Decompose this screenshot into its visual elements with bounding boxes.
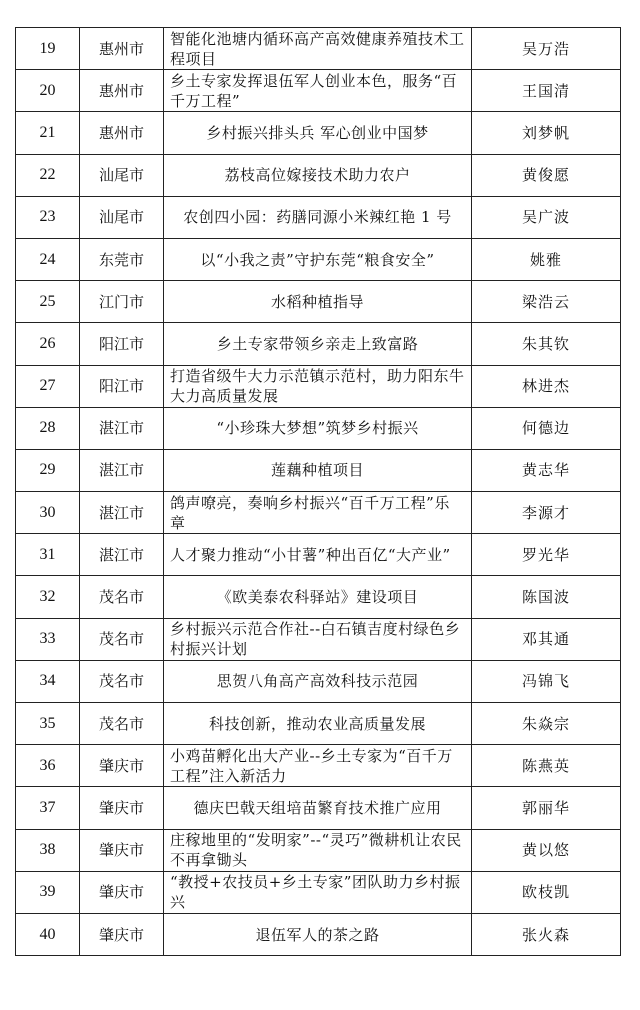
table-row xyxy=(16,196,621,238)
row-number: 32 xyxy=(16,576,80,618)
city-cell: 肇庆市 xyxy=(80,871,164,913)
project-title-cell: “教授+农技员+乡土专家”团队助力乡村振兴 xyxy=(164,871,472,913)
person-name-cell: 吴广波 xyxy=(472,196,621,238)
document-page xyxy=(15,27,620,956)
row-number: 27 xyxy=(16,365,80,407)
row-number: 24 xyxy=(16,238,80,280)
person-name-cell: 郭丽华 xyxy=(472,787,621,829)
person-name-cell: 李源才 xyxy=(472,492,621,534)
person-name-cell: 朱焱宗 xyxy=(472,703,621,745)
person-name-cell: 王国清 xyxy=(472,70,621,112)
row-number: 28 xyxy=(16,407,80,449)
person-name-cell: 黄志华 xyxy=(472,449,621,491)
project-title-cell: 农创四小园：药膳同源小米辣红艳 1 号 xyxy=(164,196,472,238)
person-name-cell: 刘梦帆 xyxy=(472,112,621,154)
table-row xyxy=(16,576,621,618)
city-cell: 惠州市 xyxy=(80,112,164,154)
table-row xyxy=(16,703,621,745)
person-name-cell: 张火森 xyxy=(472,913,621,955)
city-cell: 东莞市 xyxy=(80,238,164,280)
project-title-cell: 乡土专家带领乡亲走上致富路 xyxy=(164,323,472,365)
person-name-cell: 罗光华 xyxy=(472,534,621,576)
row-number: 29 xyxy=(16,449,80,491)
project-title-cell: 《欧美泰农科驿站》建设项目 xyxy=(164,576,472,618)
row-number: 35 xyxy=(16,703,80,745)
person-name-cell: 邓其通 xyxy=(472,618,621,660)
person-name-cell: 何德边 xyxy=(472,407,621,449)
person-name-cell: 陈燕英 xyxy=(472,745,621,787)
city-cell: 汕尾市 xyxy=(80,154,164,196)
row-number: 37 xyxy=(16,787,80,829)
project-title-cell: 乡村振兴示范合作社--白石镇吉度村绿色乡村振兴计划 xyxy=(164,618,472,660)
city-cell: 肇庆市 xyxy=(80,913,164,955)
table-row xyxy=(16,323,621,365)
table-row xyxy=(16,449,621,491)
city-cell: 惠州市 xyxy=(80,70,164,112)
project-title-cell: 水稻种植指导 xyxy=(164,281,472,323)
table-row xyxy=(16,365,621,407)
person-name-cell: 姚雅 xyxy=(472,238,621,280)
project-title-cell: 退伍军人的茶之路 xyxy=(164,913,472,955)
row-number: 31 xyxy=(16,534,80,576)
table-row xyxy=(16,829,621,871)
row-number: 34 xyxy=(16,660,80,702)
project-title-cell: 庄稼地里的“发明家”--“灵巧”微耕机让农民不再拿锄头 xyxy=(164,829,472,871)
table-row xyxy=(16,871,621,913)
person-name-cell: 欧枝凯 xyxy=(472,871,621,913)
row-number: 22 xyxy=(16,154,80,196)
table-row xyxy=(16,28,621,70)
city-cell: 惠州市 xyxy=(80,28,164,70)
row-number: 30 xyxy=(16,492,80,534)
city-cell: 阳江市 xyxy=(80,323,164,365)
city-cell: 湛江市 xyxy=(80,492,164,534)
person-name-cell: 黄俊愿 xyxy=(472,154,621,196)
row-number: 40 xyxy=(16,913,80,955)
row-number: 20 xyxy=(16,70,80,112)
project-title-cell: 人才聚力推动“小甘薯”种出百亿“大产业” xyxy=(164,534,472,576)
city-cell: 肇庆市 xyxy=(80,829,164,871)
project-title-cell: 乡土专家发挥退伍军人创业本色，服务“百千万工程” xyxy=(164,70,472,112)
person-name-cell: 吴万浩 xyxy=(472,28,621,70)
project-title-cell: 科技创新，推动农业高质量发展 xyxy=(164,703,472,745)
row-number: 25 xyxy=(16,281,80,323)
city-cell: 阳江市 xyxy=(80,365,164,407)
table-row xyxy=(16,112,621,154)
project-title-cell: 思贺八角高产高效科技示范园 xyxy=(164,660,472,702)
row-number: 36 xyxy=(16,745,80,787)
table-row xyxy=(16,745,621,787)
table-row xyxy=(16,154,621,196)
city-cell: 汕尾市 xyxy=(80,196,164,238)
project-title-cell: “小珍珠大梦想”筑梦乡村振兴 xyxy=(164,407,472,449)
project-title-cell: 智能化池塘内循环高产高效健康养殖技术工程项目 xyxy=(164,28,472,70)
table-row xyxy=(16,407,621,449)
table-row xyxy=(16,534,621,576)
table-row xyxy=(16,660,621,702)
city-cell: 湛江市 xyxy=(80,534,164,576)
project-title-cell: 德庆巴戟天组培苗繁育技术推广应用 xyxy=(164,787,472,829)
city-cell: 茂名市 xyxy=(80,703,164,745)
project-table xyxy=(15,27,621,956)
project-title-cell: 小鸡苗孵化出大产业--乡土专家为“百千万工程”注入新活力 xyxy=(164,745,472,787)
project-title-cell: 荔枝高位嫁接技术助力农户 xyxy=(164,154,472,196)
project-title-cell: 乡村振兴排头兵 军心创业中国梦 xyxy=(164,112,472,154)
project-title-cell: 莲藕种植项目 xyxy=(164,449,472,491)
city-cell: 肇庆市 xyxy=(80,745,164,787)
row-number: 23 xyxy=(16,196,80,238)
person-name-cell: 梁浩云 xyxy=(472,281,621,323)
row-number: 38 xyxy=(16,829,80,871)
row-number: 33 xyxy=(16,618,80,660)
table-row xyxy=(16,913,621,955)
person-name-cell: 冯锦飞 xyxy=(472,660,621,702)
table-row xyxy=(16,618,621,660)
city-cell: 茂名市 xyxy=(80,618,164,660)
city-cell: 湛江市 xyxy=(80,407,164,449)
city-cell: 湛江市 xyxy=(80,449,164,491)
person-name-cell: 黄以悠 xyxy=(472,829,621,871)
table-row xyxy=(16,238,621,280)
project-title-cell: 以“小我之责”守护东莞“粮食安全” xyxy=(164,238,472,280)
project-title-cell: 打造省级牛大力示范镇示范村，助力阳东牛大力高质量发展 xyxy=(164,365,472,407)
row-number: 39 xyxy=(16,871,80,913)
row-number: 21 xyxy=(16,112,80,154)
city-cell: 肇庆市 xyxy=(80,787,164,829)
project-title-cell: 鸽声嘹亮，奏响乡村振兴“百千万工程”乐章 xyxy=(164,492,472,534)
row-number: 19 xyxy=(16,28,80,70)
table-row xyxy=(16,281,621,323)
city-cell: 茂名市 xyxy=(80,660,164,702)
person-name-cell: 林进杰 xyxy=(472,365,621,407)
row-number: 26 xyxy=(16,323,80,365)
project-table-body xyxy=(16,28,621,956)
table-row xyxy=(16,787,621,829)
table-row xyxy=(16,70,621,112)
city-cell: 江门市 xyxy=(80,281,164,323)
person-name-cell: 朱其钦 xyxy=(472,323,621,365)
person-name-cell: 陈国波 xyxy=(472,576,621,618)
city-cell: 茂名市 xyxy=(80,576,164,618)
table-row xyxy=(16,492,621,534)
